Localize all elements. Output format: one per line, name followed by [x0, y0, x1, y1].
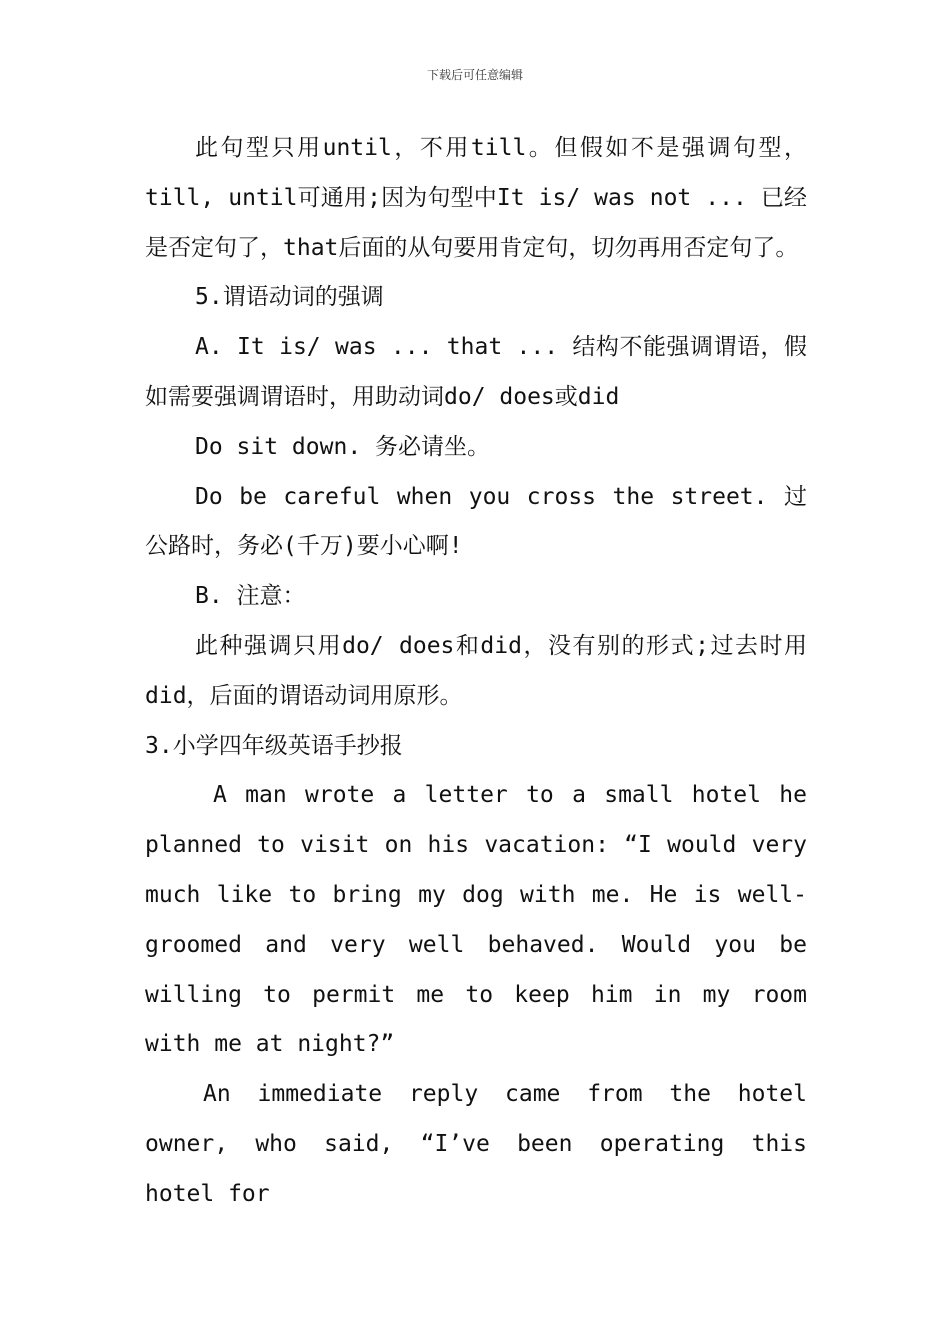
example-sentence-1: Do sit down. 务必请坐。 — [195, 433, 491, 460]
page-header: 下载后可任意编辑 — [426, 68, 523, 82]
section-heading-handwritten-newspaper: 3.小学四年级英语手抄报 — [145, 732, 403, 759]
story-paragraph-2: An immediate reply came from the hotel owner, who said, “I’ve been operating this hotel for — [145, 1081, 807, 1207]
section-heading-predicate-emphasis: 5.谓语动词的强调 — [195, 284, 384, 311]
paragraph-note: 此种强调只用do/ does和did，没有别的形式;过去时用did，后面的谓语动词用原形。 — [145, 632, 807, 709]
story-paragraph-1: A man wrote a letter to a small hotel he planned to visit on his vacation: “I would very much like to bring my dog with me. He is well-groomed and very well behaved. Would you be willing to permit me to keep him in my room with me at night?” — [145, 782, 807, 1058]
paragraph-point-b: B. 注意： — [195, 583, 306, 610]
example-sentence-2: Do be careful when you cross the street. 过公路时，务必(千万)要小心啊! — [145, 483, 807, 560]
paragraph-point-a: A. It is/ was ... that ... 结构不能强调谓语，假如需要强调谓语时，用助动词do/ does或did — [145, 334, 807, 410]
paragraph-until-till: 此句型只用until，不用till。但假如不是强调句型，till, until可通用;因为句型中It is/ was not ... 已经是否定句了，that后面的从句要用肯定句，切勿再用否定句了。 — [145, 135, 807, 261]
document-body — [145, 124, 807, 1220]
